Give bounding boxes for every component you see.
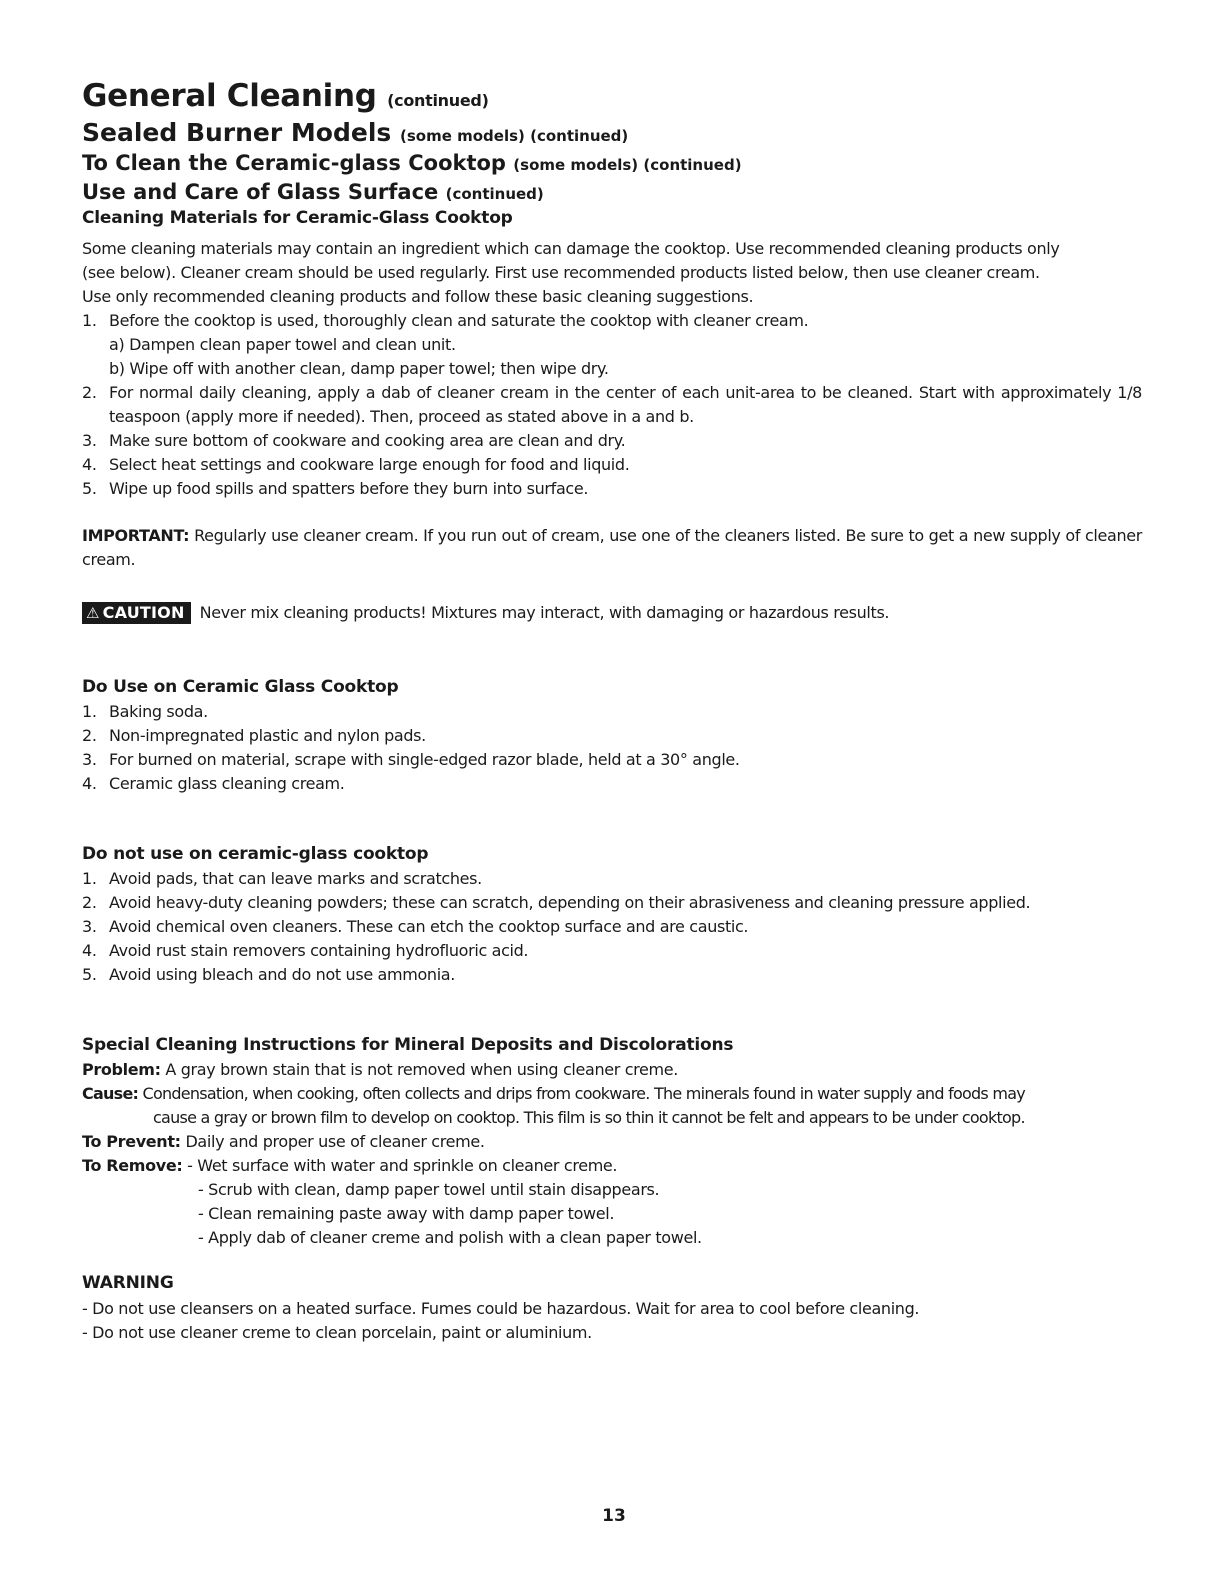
sub-step-a: a) Dampen clean paper towel and clean unit. <box>109 335 456 354</box>
caution-notice <box>82 601 889 625</box>
cleaning-steps-list <box>82 309 1142 501</box>
list-item <box>82 915 1030 939</box>
caution-text: Never mix cleaning products! Mixtures may interact, with damaging or hazardous results. <box>199 603 890 622</box>
intro-paragraph <box>82 237 1146 309</box>
list-item-text: Wipe up food spills and spatters before they burn into surface. <box>109 479 589 498</box>
list-item-text: Make sure bottom of cookware and cooking area are clean and dry. <box>109 431 626 450</box>
do-use-heading: Do Use on Ceramic Glass Cooktop <box>82 677 399 697</box>
warning-item: - Do not use cleansers on a heated surface. Fumes could be hazardous. Wait for area to cool before cleaning. <box>82 1299 920 1318</box>
intro-line: Some cleaning materials may contain an ingredient which can damage the cooktop. Use recommended cleaning products only <box>82 239 1060 258</box>
list-item-number: 4. <box>82 941 97 960</box>
important-label: IMPORTANT: <box>82 526 190 545</box>
list-item-number: 3. <box>82 431 97 450</box>
list-item-number: 2. <box>82 726 97 745</box>
list-item <box>82 477 1142 501</box>
list-item-number: 1. <box>82 311 97 330</box>
list-item-text: Select heat settings and cookware large enough for food and liquid. <box>109 455 630 474</box>
list-item <box>82 453 1142 477</box>
important-note <box>82 524 1142 572</box>
intro-line: (see below). Cleaner cream should be used regularly. First use recommended products listed below, then use cleaner cream. <box>82 263 1040 282</box>
list-item-number: 3. <box>82 917 97 936</box>
remove-item: - Wet surface with water and sprinkle on cleaner creme. <box>187 1156 618 1175</box>
list-item-text: Avoid chemical oven cleaners. These can etch the cooktop surface and are caustic. <box>109 917 749 936</box>
subsection-heading-text: To Clean the Ceramic-glass Cooktop <box>82 151 506 175</box>
list-item-text: Baking soda. <box>109 702 208 721</box>
topic-heading-suffix: (continued) <box>445 185 544 203</box>
special-cleaning-block <box>82 1058 1146 1250</box>
remove-line <box>82 1154 1146 1178</box>
list-item <box>82 891 1030 915</box>
list-item-number: 1. <box>82 869 97 888</box>
remove-label: To Remove: <box>82 1156 183 1175</box>
special-cleaning-heading: Special Cleaning Instructions for Mineral Deposits and Discolorations <box>82 1035 734 1055</box>
list-item-number: 5. <box>82 479 97 498</box>
page-title-text: General Cleaning <box>82 78 377 114</box>
prevent-label: To Prevent: <box>82 1132 181 1151</box>
warning-triangle-icon: ⚠ <box>86 604 100 622</box>
warning-list <box>82 1297 919 1345</box>
list-item-number: 1. <box>82 702 97 721</box>
list-item <box>82 309 1142 333</box>
section-heading-text: Sealed Burner Models <box>82 118 392 147</box>
warning-heading: WARNING <box>82 1273 174 1293</box>
page-title <box>82 78 489 114</box>
prevent-line <box>82 1130 1146 1154</box>
list-item-number: 2. <box>82 383 97 402</box>
subsection-heading-suffix: (some models) (continued) <box>513 156 742 174</box>
list-item <box>82 772 740 796</box>
cause-text: Condensation, when cooking, often collects and drips from cookware. The minerals found in water supply and foods may <box>142 1084 1025 1103</box>
topic-heading <box>82 180 544 204</box>
list-item <box>82 748 740 772</box>
list-item <box>82 963 1030 987</box>
subsection-heading <box>82 151 742 175</box>
list-item-text: Ceramic glass cleaning cream. <box>109 774 345 793</box>
cleaning-materials-heading: Cleaning Materials for Ceramic-Glass Cooktop <box>82 208 513 228</box>
list-item <box>82 700 740 724</box>
caution-badge <box>82 602 191 624</box>
list-item <box>82 724 740 748</box>
page-number: 13 <box>602 1506 626 1526</box>
list-item-text: Avoid using bleach and do not use ammonia. <box>109 965 455 984</box>
problem-text: A gray brown stain that is not removed when using cleaner creme. <box>165 1060 678 1079</box>
remove-item: - Scrub with clean, damp paper towel until stain disappears. <box>198 1180 660 1199</box>
list-item-text: For burned on material, scrape with single-edged razor blade, held at a 30° angle. <box>109 750 740 769</box>
section-heading-suffix: (some models) (continued) <box>400 127 629 145</box>
list-item <box>82 867 1030 891</box>
topic-heading-text: Use and Care of Glass Surface <box>82 180 439 204</box>
intro-line: Use only recommended cleaning products and follow these basic cleaning suggestions. <box>82 287 754 306</box>
list-item-number: 4. <box>82 774 97 793</box>
warning-item: - Do not use cleaner creme to clean porcelain, paint or aluminium. <box>82 1323 592 1342</box>
list-item-text: Avoid rust stain removers containing hydrofluoric acid. <box>109 941 529 960</box>
prevent-text: Daily and proper use of cleaner creme. <box>185 1132 485 1151</box>
list-item-number: 2. <box>82 893 97 912</box>
caution-badge-label: CAUTION <box>102 603 185 622</box>
list-item <box>82 429 1142 453</box>
cause-line <box>82 1082 1146 1106</box>
list-item-text: For normal daily cleaning, apply a dab of cleaner cream in the center of each unit-area to be cleaned. Start with approximately 1/8 teaspoon (apply more if needed). Then, proceed as stated above in a and b. <box>109 383 1142 426</box>
list-item-number: 3. <box>82 750 97 769</box>
list-item-text: Avoid pads, that can leave marks and scratches. <box>109 869 482 888</box>
list-item-text: Avoid heavy-duty cleaning powders; these can scratch, depending on their abrasiveness and cleaning pressure applied. <box>109 893 1031 912</box>
list-item <box>82 939 1030 963</box>
list-item <box>82 381 1142 429</box>
list-item-number: 4. <box>82 455 97 474</box>
problem-line <box>82 1058 1146 1082</box>
remove-item: - Clean remaining paste away with damp paper towel. <box>198 1204 615 1223</box>
list-item-number: 5. <box>82 965 97 984</box>
problem-label: Problem: <box>82 1060 161 1079</box>
manual-page <box>82 0 1146 1577</box>
remove-item: - Apply dab of cleaner creme and polish with a clean paper towel. <box>198 1228 702 1247</box>
important-text: Regularly use cleaner cream. If you run out of cream, use one of the cleaners listed. Be sure to get a new supply of cleaner cream. <box>82 526 1142 569</box>
page-title-suffix: (continued) <box>387 91 489 110</box>
do-not-use-heading: Do not use on ceramic-glass cooktop <box>82 844 429 864</box>
list-item-text: Non-impregnated plastic and nylon pads. <box>109 726 426 745</box>
list-item-text: Before the cooktop is used, thoroughly clean and saturate the cooktop with cleaner cream. <box>109 311 809 330</box>
do-not-use-list <box>82 867 1030 987</box>
cause-label: Cause: <box>82 1084 139 1103</box>
cause-line-continued: cause a gray or brown film to develop on cooktop. This film is so thin it cannot be felt and appears to be under cooktop. <box>153 1108 1025 1127</box>
sub-step-b: b) Wipe off with another clean, damp paper towel; then wipe dry. <box>109 359 609 378</box>
section-heading <box>82 118 628 147</box>
do-use-list <box>82 700 740 796</box>
